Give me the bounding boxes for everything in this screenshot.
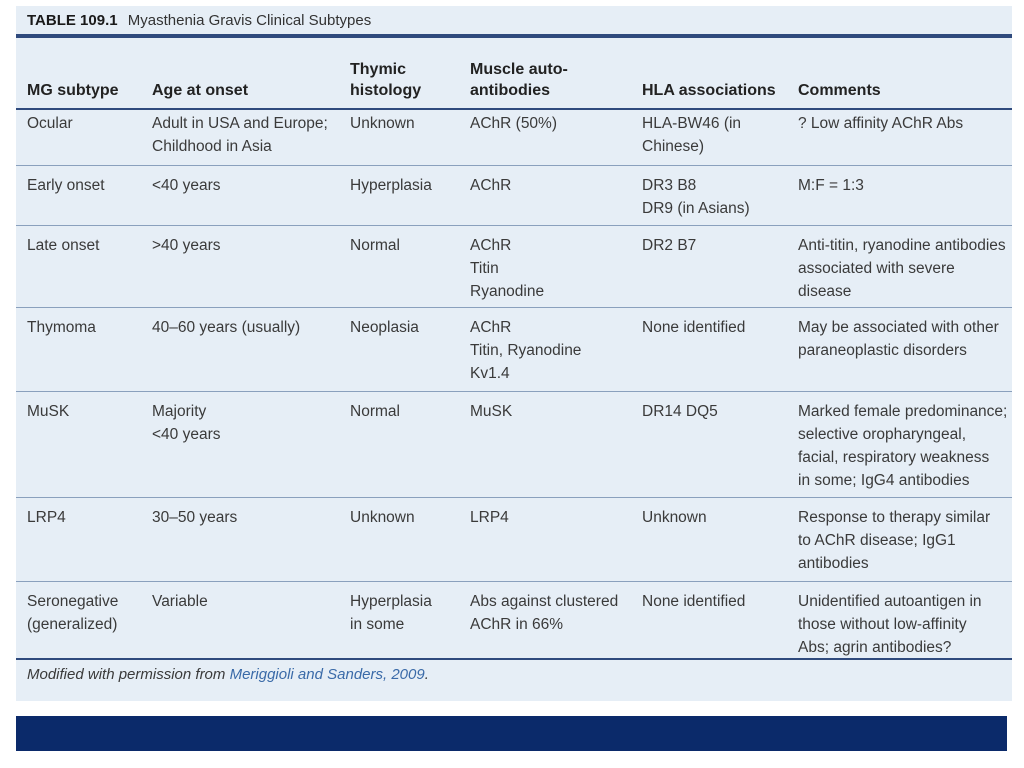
footnote-suffix: . (424, 666, 429, 683)
cell-age-at-onset: >40 years (152, 237, 221, 254)
cell-age-at-onset: Majority <40 years (152, 403, 221, 443)
header-mg-subtype: MG subtype (27, 82, 119, 99)
table-header-row (16, 38, 1012, 110)
cell-age-at-onset: 40–60 years (usually) (152, 319, 301, 336)
cell-hla-associations: DR3 B8 DR9 (in Asians) (642, 177, 750, 217)
cell-muscle-autoantibodies: AChR (470, 177, 512, 194)
header-thymic-histology: Thymic histology (350, 61, 422, 99)
table-label: TABLE 109.1 (27, 12, 118, 29)
cell-thymic-histology: Hyperplasia (350, 177, 432, 194)
cell-hla-associations: Unknown (642, 509, 707, 526)
cell-hla-associations: None identified (642, 593, 746, 610)
cell-muscle-autoantibodies: AChR Titin, Ryanodine Kv1.4 (470, 319, 582, 382)
cell-age-at-onset: Adult in USA and Europe; Childhood in Asia (152, 115, 328, 155)
cell-comments: ? Low affinity AChR Abs (798, 115, 964, 132)
header-age-at-onset: Age at onset (152, 82, 249, 99)
cell-age-at-onset: <40 years (152, 177, 221, 194)
cell-thymic-histology: Unknown (350, 115, 415, 132)
cell-comments: May be associated with other paraneoplastic disorders (798, 319, 999, 359)
table-row (16, 104, 1012, 166)
cell-hla-associations: DR14 DQ5 (642, 403, 718, 420)
header-muscle-autoantibodies: Muscle auto- antibodies (470, 61, 568, 99)
cell-thymic-histology: Unknown (350, 509, 415, 526)
table-row (16, 226, 1012, 308)
bottom-banner (16, 716, 1007, 751)
table-row (16, 582, 1012, 660)
cell-muscle-autoantibodies: Abs against clustered AChR in 66% (470, 593, 619, 633)
table-row (16, 392, 1012, 498)
table-row (16, 498, 1012, 582)
cell-comments: Marked female predominance; selective oropharyngeal, facial, respiratory weakness in some; IgG4 antibodies (798, 403, 1008, 489)
cell-thymic-histology: Normal (350, 403, 400, 420)
table-footnote (27, 666, 429, 683)
cell-comments: Response to therapy similar to AChR disease; IgG1 antibodies (798, 509, 991, 572)
cell-mg-subtype: Late onset (27, 237, 100, 254)
cell-mg-subtype: Seronegative (generalized) (27, 593, 119, 633)
cell-mg-subtype: Early onset (27, 177, 105, 194)
cell-comments: Anti-titin, ryanodine antibodies associated with severe disease (798, 237, 1006, 300)
cell-comments: M:F = 1:3 (798, 177, 864, 194)
footnote-reference-link[interactable]: Meriggioli and Sanders, 2009 (229, 666, 425, 683)
table-title-bar (16, 6, 1012, 38)
table-sheet (16, 6, 1012, 701)
table-row (16, 308, 1012, 392)
cell-hla-associations: DR2 B7 (642, 237, 697, 254)
table-row (16, 166, 1012, 226)
header-hla-associations: HLA associations (642, 82, 776, 99)
cell-thymic-histology: Normal (350, 237, 400, 254)
cell-muscle-autoantibodies: MuSK (470, 403, 513, 420)
cell-mg-subtype: LRP4 (27, 509, 66, 526)
cell-muscle-autoantibodies: AChR (50%) (470, 115, 557, 132)
cell-muscle-autoantibodies: AChR Titin Ryanodine (470, 237, 545, 300)
cell-muscle-autoantibodies: LRP4 (470, 509, 509, 526)
cell-mg-subtype: Ocular (27, 115, 73, 132)
cell-thymic-histology: Hyperplasia in some (350, 593, 432, 633)
table-caption: Myasthenia Gravis Clinical Subtypes (127, 12, 372, 29)
cell-thymic-histology: Neoplasia (350, 319, 419, 336)
cell-mg-subtype: MuSK (27, 403, 70, 420)
cell-age-at-onset: 30–50 years (152, 509, 238, 526)
cell-hla-associations: HLA-BW46 (in Chinese) (642, 115, 742, 155)
header-comments: Comments (798, 82, 881, 99)
cell-comments: Unidentified autoantigen in those without low-affinity Abs; agrin antibodies? (798, 593, 982, 656)
cell-age-at-onset: Variable (152, 593, 208, 610)
footnote-prefix: Modified with permission from (27, 666, 230, 683)
cell-mg-subtype: Thymoma (27, 319, 96, 336)
cell-hla-associations: None identified (642, 319, 746, 336)
